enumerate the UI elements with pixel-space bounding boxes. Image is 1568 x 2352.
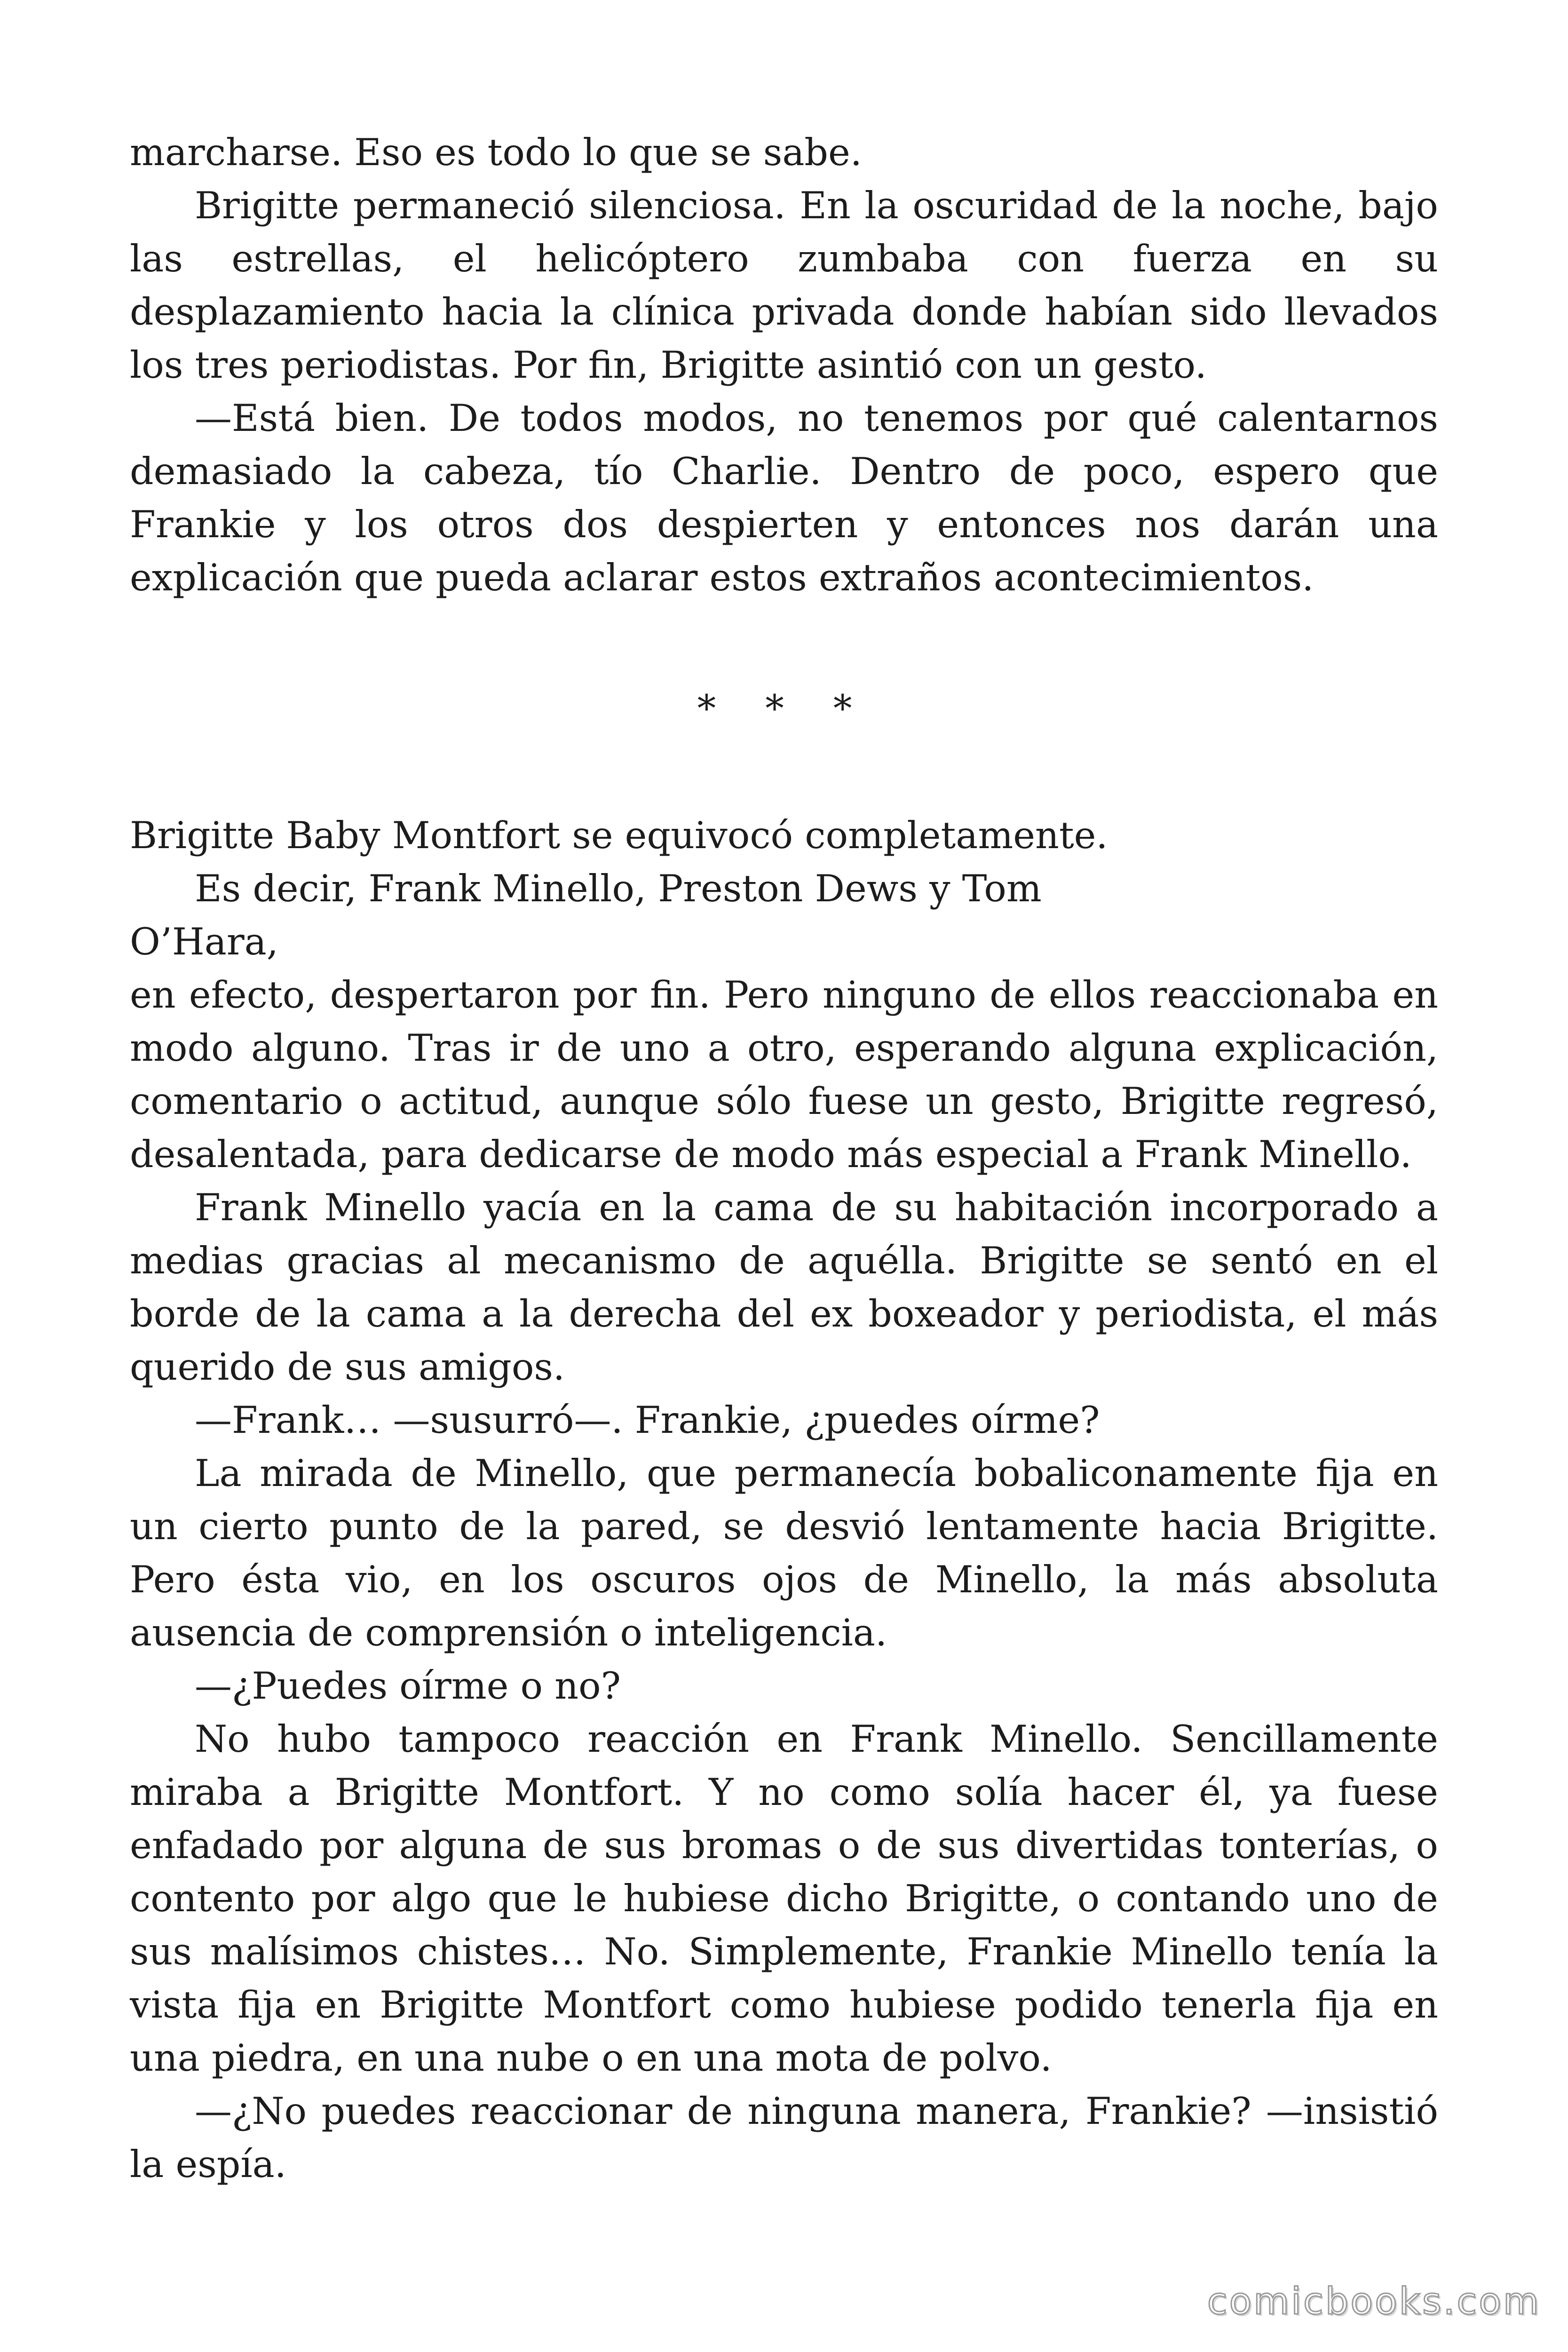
paragraph: marcharse. Eso es todo lo que se sabe. [130,131,862,174]
watermark: comicbooks.com [1207,2280,1541,2323]
paragraph: en efecto, despertaron por fin. Pero ninguno de ellos reaccionaba en modo alguno. Tras ir de uno a otro, esperando alguna explicación, comentario o actitud, aunque sólo fuese un gesto, Brigitte regresó, desalentada, para dedicarse de modo más especial a Frank Minello. [130,973,1438,1176]
paragraph: —¿No puedes reaccionar de ninguna manera, Frankie? —insistió la espía. [130,2090,1438,2186]
paragraph: La mirada de Minello, que permanecía bobaliconamente fija en un cierto punto de la pared, se desvió lentamente hacia Brigitte. Pero ésta vio, en los oscuros ojos de Minello, la más absoluta ausencia de comprensión o inteligencia. [130,1452,1438,1654]
paragraph: —Está bien. De todos modos, no tenemos por qué calentarnos demasiado la cabeza, tío Charlie. Dentro de poco, espero que Frankie y los otros dos despierten y entonces nos darán una explicación que pueda aclarar estos extraños acontecimientos. [130,397,1438,599]
text-block-bottom [130,809,1438,2191]
text-block-top [130,126,1438,604]
paragraph: —¿Puedes oírme o no? [195,1664,621,1708]
paragraph: No hubo tampoco reacción en Frank Minello. Sencillamente miraba a Brigitte Montfort. Y no como solía hacer él, ya fuese enfadado por alguna de sus bromas o de sus divertidas tonterías, o contento por algo que le hubiese dicho Brigitte, o contando uno de sus malísimos chistes… No. Simplemente, Frankie Minello tenía la vista fija en Brigitte Montfort como hubiese podido tenerla fija en una piedra, en una nube o en una mota de polvo. [130,1717,1438,2080]
paragraph: Brigitte Baby Montfort se equivocó completamente. [130,814,1108,857]
paragraph: Brigitte permaneció silenciosa. En la oscuridad de la noche, bajo las estrellas, el helicóptero zumbaba con fuerza en su desplazamiento hacia la clínica privada donde habían sido llevados los tres periodistas. Por fin, Brigitte asintió con un gesto. [130,184,1438,387]
paragraph: —Frank… —susurró—. Frankie, ¿puedes oírme? [195,1398,1100,1442]
paragraph: Frank Minello yacía en la cama de su habitación incorporado a medias gracias al mecanismo de aquélla. Brigitte se sentó en el borde de la cama a la derecha del ex boxeador y periodista, el más querido de sus amigos. [130,1186,1438,1389]
paragraph: O’Hara, [130,920,278,963]
paragraph: Es decir, Frank Minello, Preston Dews y Tom [195,867,1042,910]
section-separator: * * * [697,687,871,730]
